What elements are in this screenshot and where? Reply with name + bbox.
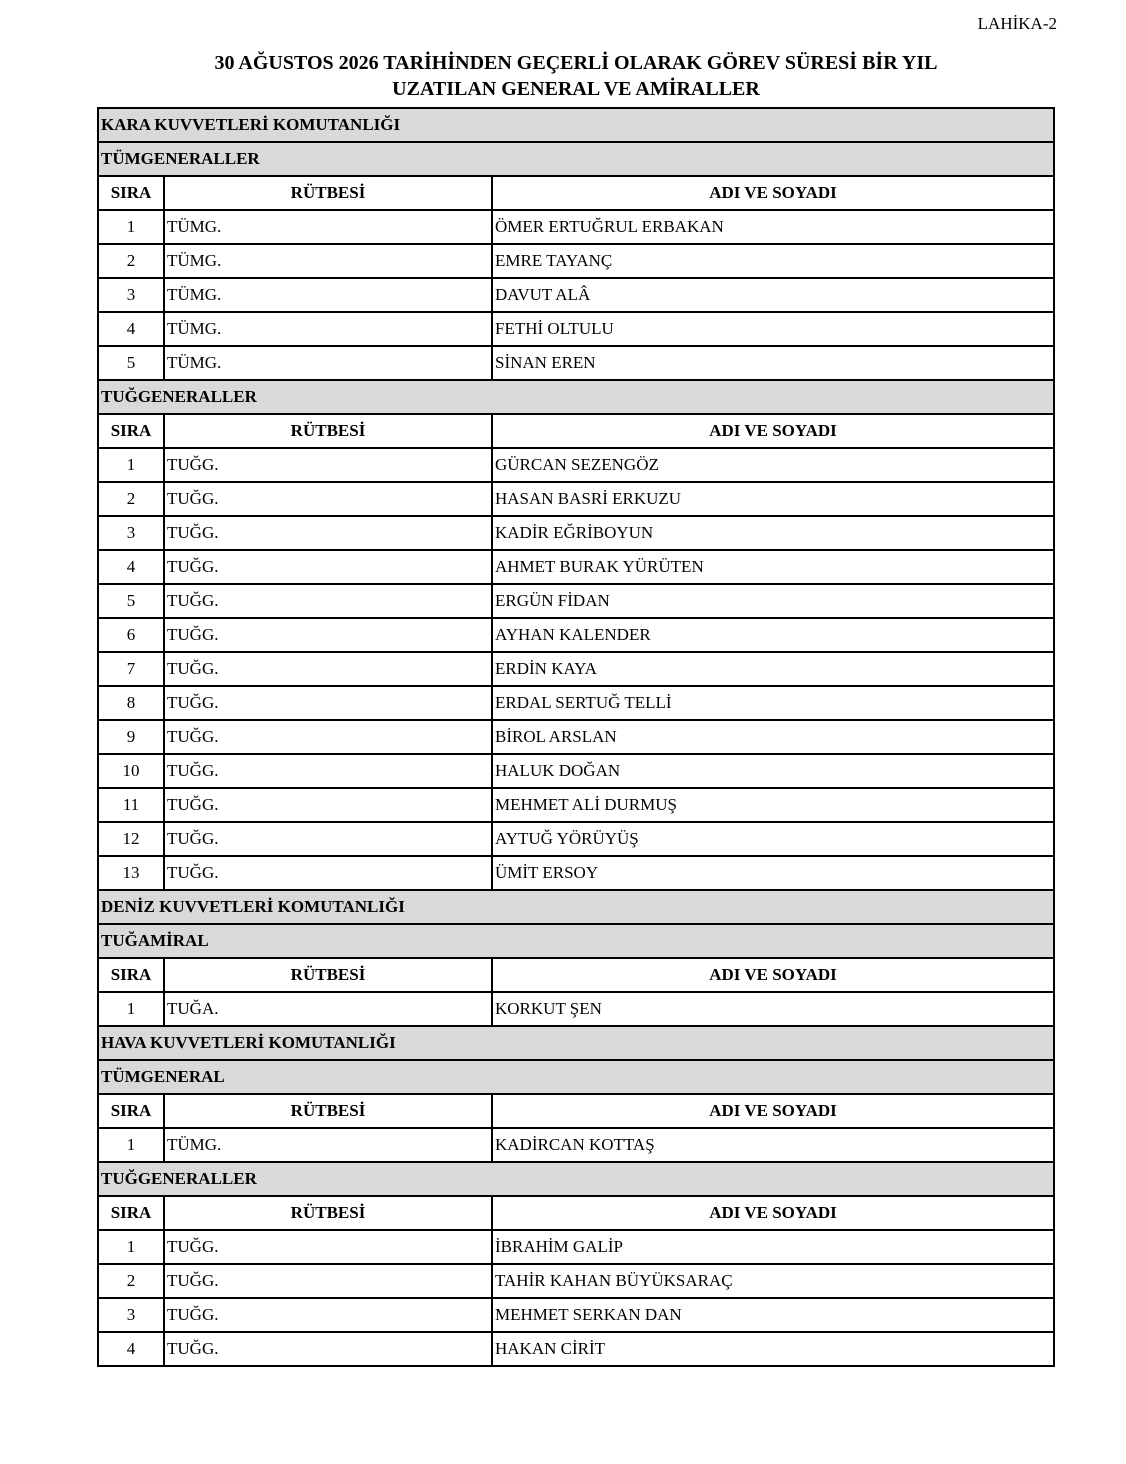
command-name: HAVA KUVVETLERİ KOMUTANLIĞI (98, 1026, 1054, 1060)
row-full-name: MEHMET ALİ DURMUŞ (492, 788, 1054, 822)
row-rank: TÜMG. (164, 346, 492, 380)
header-adi-soyadi: ADI VE SOYADI (492, 414, 1054, 448)
table-row (98, 992, 1054, 1026)
command-name: KARA KUVVETLERİ KOMUTANLIĞI (98, 108, 1054, 142)
row-full-name: HAKAN CİRİT (492, 1332, 1054, 1366)
row-full-name: GÜRCAN SEZENGÖZ (492, 448, 1054, 482)
header-rutbesi: RÜTBESİ (164, 1094, 492, 1128)
row-full-name: ERDAL SERTUĞ TELLİ (492, 686, 1054, 720)
annex-label: LAHİKA-2 (977, 14, 1057, 33)
row-rank: TUĞG. (164, 856, 492, 890)
row-full-name: KORKUT ŞEN (492, 992, 1054, 1026)
row-rank: TUĞG. (164, 1298, 492, 1332)
command-row (98, 1026, 1054, 1060)
row-rank: TUĞG. (164, 822, 492, 856)
row-rank: TUĞG. (164, 754, 492, 788)
row-rank: TÜMG. (164, 210, 492, 244)
row-rank: TÜMG. (164, 244, 492, 278)
row-number: 1 (98, 1230, 164, 1264)
table-row (98, 686, 1054, 720)
command-row (98, 890, 1054, 924)
row-number: 1 (98, 992, 164, 1026)
table-row (98, 346, 1054, 380)
row-rank: TUĞG. (164, 1264, 492, 1298)
row-rank: TÜMG. (164, 1128, 492, 1162)
row-full-name: MEHMET SERKAN DAN (492, 1298, 1054, 1332)
row-number: 13 (98, 856, 164, 890)
row-number: 6 (98, 618, 164, 652)
command-name: DENİZ KUVVETLERİ KOMUTANLIĞI (98, 890, 1054, 924)
title-line-2: UZATILAN GENERAL VE AMİRALLER (392, 78, 760, 100)
table-row (98, 754, 1054, 788)
row-full-name: TAHİR KAHAN BÜYÜKSARAÇ (492, 1264, 1054, 1298)
header-sira: SIRA (98, 1094, 164, 1128)
row-rank: TUĞA. (164, 992, 492, 1026)
row-full-name: HALUK DOĞAN (492, 754, 1054, 788)
row-rank: TUĞG. (164, 1332, 492, 1366)
table-row (98, 584, 1054, 618)
row-number: 11 (98, 788, 164, 822)
table-row (98, 1128, 1054, 1162)
row-number: 4 (98, 550, 164, 584)
row-full-name: AYTUĞ YÖRÜYÜŞ (492, 822, 1054, 856)
row-full-name: KADİRCAN KOTTAŞ (492, 1128, 1054, 1162)
row-full-name: FETHİ OLTULU (492, 312, 1054, 346)
group-name: TUĞAMİRAL (98, 924, 1054, 958)
header-sira: SIRA (98, 958, 164, 992)
header-rutbesi: RÜTBESİ (164, 176, 492, 210)
group-row (98, 1060, 1054, 1094)
row-rank: TUĞG. (164, 720, 492, 754)
group-row (98, 924, 1054, 958)
row-full-name: SİNAN EREN (492, 346, 1054, 380)
row-number: 2 (98, 482, 164, 516)
row-number: 2 (98, 244, 164, 278)
row-number: 7 (98, 652, 164, 686)
row-full-name: ÜMİT ERSOY (492, 856, 1054, 890)
table-row (98, 652, 1054, 686)
row-rank: TUĞG. (164, 516, 492, 550)
row-rank: TUĞG. (164, 788, 492, 822)
table-row (98, 516, 1054, 550)
header-rutbesi: RÜTBESİ (164, 958, 492, 992)
row-number: 3 (98, 1298, 164, 1332)
header-sira: SIRA (98, 176, 164, 210)
column-header-row (98, 1094, 1054, 1128)
row-rank: TUĞG. (164, 1230, 492, 1264)
group-row (98, 142, 1054, 176)
row-full-name: ERGÜN FİDAN (492, 584, 1054, 618)
title-line-1: 30 AĞUSTOS 2026 TARİHİNDEN GEÇERLİ OLARAK GÖREV SÜRESİ BİR YIL (214, 52, 938, 74)
row-full-name: KADİR EĞRİBOYUN (492, 516, 1054, 550)
row-full-name: AHMET BURAK YÜRÜTEN (492, 550, 1054, 584)
table-row (98, 550, 1054, 584)
table-row (98, 822, 1054, 856)
row-number: 1 (98, 1128, 164, 1162)
table-row (98, 1298, 1054, 1332)
row-number: 9 (98, 720, 164, 754)
column-header-row (98, 1196, 1054, 1230)
page-title (0, 50, 1126, 102)
group-row (98, 380, 1054, 414)
row-full-name: EMRE TAYANÇ (492, 244, 1054, 278)
column-header-row (98, 414, 1054, 448)
column-header-row (98, 176, 1054, 210)
row-full-name: İBRAHİM GALİP (492, 1230, 1054, 1264)
row-number: 10 (98, 754, 164, 788)
table-row (98, 856, 1054, 890)
row-full-name: ERDİN KAYA (492, 652, 1054, 686)
row-rank: TUĞG. (164, 448, 492, 482)
group-name: TUĞGENERALLER (98, 1162, 1054, 1196)
header-adi-soyadi: ADI VE SOYADI (492, 1094, 1054, 1128)
column-header-row (98, 958, 1054, 992)
officer-table-body (98, 108, 1054, 1366)
table-row (98, 312, 1054, 346)
row-full-name: ÖMER ERTUĞRUL ERBAKAN (492, 210, 1054, 244)
row-number: 3 (98, 516, 164, 550)
table-row (98, 482, 1054, 516)
table-row (98, 720, 1054, 754)
row-number: 3 (98, 278, 164, 312)
row-rank: TUĞG. (164, 652, 492, 686)
row-number: 8 (98, 686, 164, 720)
header-sira: SIRA (98, 1196, 164, 1230)
row-full-name: HASAN BASRİ ERKUZU (492, 482, 1054, 516)
row-number: 1 (98, 448, 164, 482)
table-row (98, 788, 1054, 822)
row-full-name: DAVUT ALÂ (492, 278, 1054, 312)
row-number: 12 (98, 822, 164, 856)
group-name: TÜMGENERALLER (98, 142, 1054, 176)
row-rank: TUĞG. (164, 482, 492, 516)
header-rutbesi: RÜTBESİ (164, 1196, 492, 1230)
table-row (98, 210, 1054, 244)
row-rank: TÜMG. (164, 278, 492, 312)
row-rank: TUĞG. (164, 584, 492, 618)
row-full-name: AYHAN KALENDER (492, 618, 1054, 652)
table-row (98, 1230, 1054, 1264)
header-adi-soyadi: ADI VE SOYADI (492, 176, 1054, 210)
table-row (98, 1264, 1054, 1298)
row-number: 5 (98, 584, 164, 618)
header-rutbesi: RÜTBESİ (164, 414, 492, 448)
table-row (98, 278, 1054, 312)
row-rank: TUĞG. (164, 550, 492, 584)
row-number: 5 (98, 346, 164, 380)
row-number: 4 (98, 1332, 164, 1366)
group-row (98, 1162, 1054, 1196)
command-row (98, 108, 1054, 142)
header-sira: SIRA (98, 414, 164, 448)
row-full-name: BİROL ARSLAN (492, 720, 1054, 754)
group-name: TUĞGENERALLER (98, 380, 1054, 414)
table-row (98, 1332, 1054, 1366)
row-number: 4 (98, 312, 164, 346)
table-row (98, 244, 1054, 278)
row-rank: TUĞG. (164, 618, 492, 652)
row-number: 2 (98, 1264, 164, 1298)
header-adi-soyadi: ADI VE SOYADI (492, 958, 1054, 992)
table-row (98, 618, 1054, 652)
header-adi-soyadi: ADI VE SOYADI (492, 1196, 1054, 1230)
group-name: TÜMGENERAL (98, 1060, 1054, 1094)
officer-table (97, 107, 1055, 1367)
row-number: 1 (98, 210, 164, 244)
table-row (98, 448, 1054, 482)
row-rank: TÜMG. (164, 312, 492, 346)
row-rank: TUĞG. (164, 686, 492, 720)
